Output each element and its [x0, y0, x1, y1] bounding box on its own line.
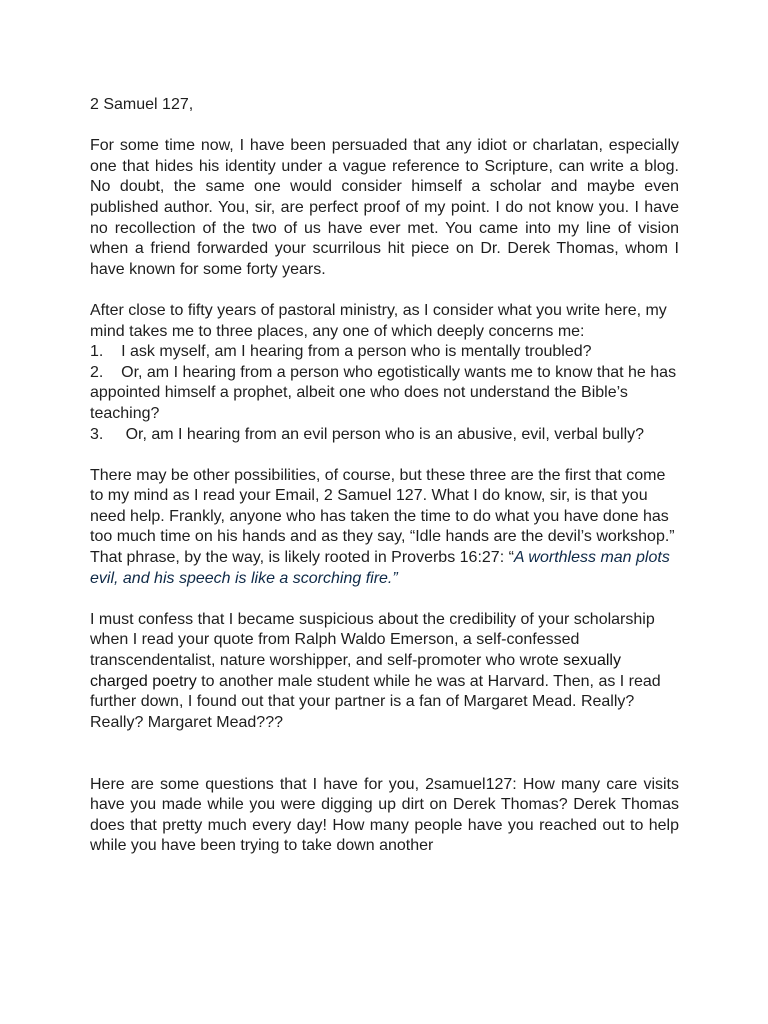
paragraph-3-text: There may be other possibilities, of course, but these three are the first that come to my mind as I read your Email, 2 Samuel 127. What I do know, sir, is that you need help. Frankly, anyone who has taken the time to do what you have done has too much time on his hands and as they say, “Idle hands are the devil’s workshop.” That phrase, by the way, is likely rooted in Proverbs 16:27: “ — [90, 466, 675, 567]
list-item-3 — [90, 425, 679, 446]
proverbs-quote: A worthless man plots evil, and his speech is like a scorching fire. — [90, 549, 670, 587]
paragraph-4-start: I must confess that I became suspicious about the credibility of your scholarship when I read your quote from Ralph Waldo Emerson, a self-confessed transcendentalist, nature worshipper, and self-promoter who wrote — [90, 610, 655, 670]
paragraph-3 — [90, 466, 679, 590]
list-number: 1. — [90, 343, 104, 361]
list-text: Or, am I hearing from an evil person who is an abusive, evil, verbal bully? — [125, 425, 645, 443]
paragraph-4-end: to another male student while he was at Harvard. Then, as I read further down, I found out that your partner is a fan of Margaret Mead. Really? Really? Margaret Mead??? — [90, 672, 661, 731]
paragraph-gap-large — [90, 733, 679, 774]
paragraph-2-intro: After close to fifty years of pastoral ministry, as I consider what you write here, my mind takes me to three places, any one of which deeply concerns me: — [90, 301, 667, 340]
salutation: 2 Samuel 127, — [90, 96, 194, 113]
list-text: I ask myself, am I hearing from a person who is mentally troubled? — [121, 343, 592, 361]
list-item-1 — [90, 342, 679, 363]
poetry-link[interactable]: sexually charged poetry — [90, 652, 621, 690]
letter-document — [90, 95, 679, 857]
list-item-2 — [90, 363, 679, 425]
list-text: Or, am I hearing from a person who egotistically wants me to know that he has appointed himself a prophet, albeit one who does not understand the Bible’s teaching? — [90, 363, 677, 422]
paragraph-4 — [90, 610, 679, 734]
paragraph-gap — [90, 280, 679, 301]
paragraph-5: Here are some questions that I have for you, 2samuel127: How many care visits have you made while you were digging up dirt on Derek Thomas? Derek Thomas does that pretty much every day! How many people have you reached out to help while you have been trying to take down another — [90, 775, 679, 855]
paragraph-gap — [90, 589, 679, 610]
list-number: 2. — [90, 363, 104, 381]
list-number: 3. — [90, 425, 104, 443]
paragraph-gap — [90, 445, 679, 466]
paragraph-1: For some time now, I have been persuaded that any idiot or charlatan, especially one that hides his identity under a vague reference to Scripture, can write a blog. No doubt, the same one would consider himself a scholar and maybe even published author. You, sir, are perfect proof of my point. I do not know you. I have no recollection of the two of us have ever met. You came into my line of vision when a friend forwarded your scurrilous hit piece on Dr. Derek Thomas, whom I have known for some forty years. — [90, 137, 679, 278]
quote-close: ” — [392, 569, 398, 587]
